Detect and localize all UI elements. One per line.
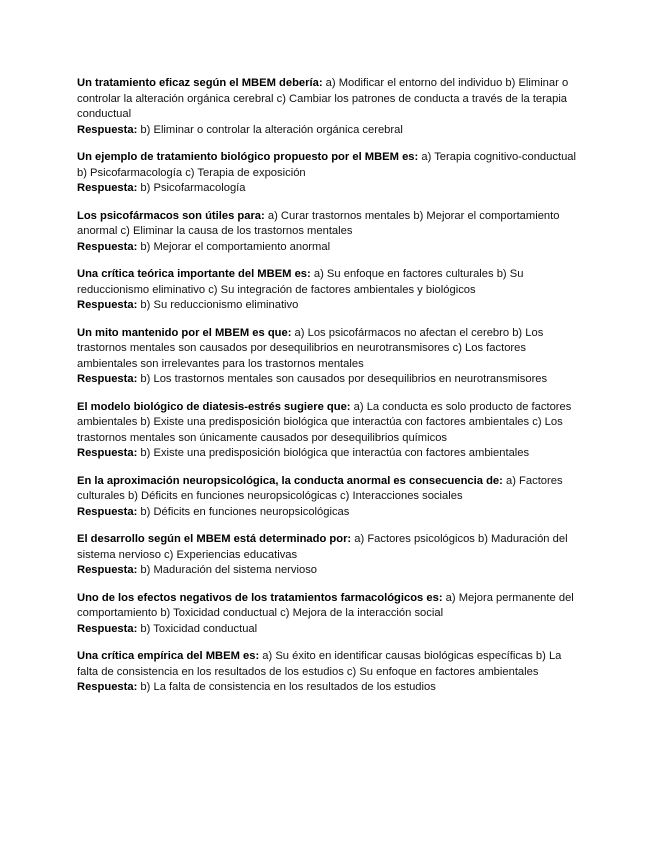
- question-title: En la aproximación neuropsicológica, la conducta anormal es consecuencia de:: [77, 474, 503, 487]
- answer-text: b) Su reduccionismo eliminativo: [140, 299, 299, 311]
- answer-text: b) Psicofarmacología: [140, 182, 246, 194]
- question-options: a) Factores culturales b) Déficits en funciones neuropsicológicas c) Interacciones sociales: [77, 474, 563, 502]
- answer-text: b) Maduración del sistema nervioso: [140, 564, 318, 576]
- answer-label: Respuesta:: [77, 299, 138, 311]
- question-block-6: [77, 400, 577, 462]
- answer-line: [77, 123, 577, 139]
- question-text: [77, 400, 577, 447]
- answer-text: b) La falta de consistencia en los resultados de los estudios: [140, 681, 436, 693]
- question-block-8: [77, 532, 577, 579]
- question-block-1: [77, 76, 577, 138]
- answer-label: Respuesta:: [77, 505, 138, 518]
- question-text: [77, 209, 577, 240]
- answer-label: Respuesta:: [77, 373, 138, 385]
- document-page: [77, 76, 577, 708]
- answer-label: Respuesta:: [77, 240, 138, 253]
- answer-label: Respuesta:: [77, 681, 138, 693]
- answer-label: Respuesta:: [77, 622, 138, 635]
- answer-text: b) Toxicidad conductual: [140, 622, 258, 635]
- question-block-5: [77, 326, 577, 388]
- answer-line: [77, 372, 577, 388]
- question-text: [77, 76, 577, 123]
- question-options: a) Mejora permanente del comportamiento b) Toxicidad conductual c) Mejora de la interacción social: [77, 591, 574, 619]
- answer-label: Respuesta:: [77, 123, 138, 136]
- question-options: a) La conducta es solo producto de factores ambientales b) Existe una predisposición biológica que interactúa con factores ambientales c) Los trastornos mentales son únicamente causados por desequilibrios químicos: [77, 400, 572, 444]
- question-options: a) Factores psicológicos b) Maduración del sistema nervioso c) Experiencias educativas: [77, 533, 568, 561]
- question-title: Los psicofármacos son útiles para:: [77, 209, 265, 222]
- answer-text: b) Déficits en funciones neuropsicológicas: [140, 505, 350, 518]
- question-text: [77, 267, 577, 298]
- question-options: a) Su enfoque en factores culturales b) Su reduccionismo eliminativo c) Su integración de factores ambientales y biológicos: [77, 268, 524, 296]
- question-title: Un mito mantenido por el MBEM es que:: [77, 326, 292, 339]
- question-block-3: [77, 209, 577, 256]
- answer-text: b) Mejorar el comportamiento anormal: [140, 240, 331, 253]
- answer-line: [77, 622, 577, 638]
- question-title: Un ejemplo de tratamiento biológico propuesto por el MBEM es:: [77, 151, 419, 163]
- question-text: [77, 474, 577, 505]
- question-title: El modelo biológico de diatesis-estrés sugiere que:: [77, 400, 351, 413]
- question-text: [77, 649, 577, 680]
- question-options: a) Los psicofármacos no afectan el cerebro b) Los trastornos mentales son causados por desequilibrios en neurotransmisores c) Los factores ambientales son irrelevantes para los trastornos mentales: [77, 326, 544, 370]
- question-title: Uno de los efectos negativos de los tratamientos farmacológicos es:: [77, 591, 443, 604]
- answer-label: Respuesta:: [77, 564, 138, 576]
- question-options: a) Su éxito en identificar causas biológicas específicas b) La falta de consistencia en los resultados de los estudios c) Su enfoque en factores ambientales: [77, 650, 562, 678]
- question-text: [77, 326, 577, 373]
- answer-text: b) Existe una predisposición biológica que interactúa con factores ambientales: [140, 447, 530, 459]
- answer-text: b) Eliminar o controlar la alteración orgánica cerebral: [140, 123, 403, 136]
- question-block-9: [77, 591, 577, 638]
- answer-line: [77, 298, 577, 314]
- answer-line: [77, 181, 577, 197]
- question-text: [77, 532, 577, 563]
- answer-label: Respuesta:: [77, 447, 138, 459]
- answer-line: [77, 505, 577, 521]
- question-title: Un tratamiento eficaz según el MBEM debería:: [77, 77, 323, 89]
- question-block-2: [77, 150, 577, 197]
- question-title: Una crítica empírica del MBEM es:: [77, 650, 260, 662]
- question-title: Una crítica teórica importante del MBEM es:: [77, 268, 311, 280]
- question-block-4: [77, 267, 577, 314]
- answer-text: b) Los trastornos mentales son causados por desequilibrios en neurotransmisores: [140, 373, 548, 385]
- question-title: El desarrollo según el MBEM está determinado por:: [77, 533, 352, 545]
- question-options: a) Modificar el entorno del individuo b) Eliminar o controlar la alteración orgánica cerebral c) Cambiar los patrones de conducta a través de la terapia conductual: [77, 77, 569, 120]
- question-block-7: [77, 474, 577, 521]
- answer-line: [77, 446, 577, 462]
- answer-line: [77, 680, 577, 696]
- question-options: a) Terapia cognitivo-conductual b) Psicofarmacología c) Terapia de exposición: [77, 151, 577, 179]
- question-options: a) Curar trastornos mentales b) Mejorar el comportamiento anormal c) Eliminar la causa de los trastornos mentales: [77, 209, 560, 237]
- answer-label: Respuesta:: [77, 182, 138, 194]
- question-block-10: [77, 649, 577, 696]
- question-text: [77, 150, 577, 181]
- question-text: [77, 591, 577, 622]
- answer-line: [77, 563, 577, 579]
- answer-line: [77, 240, 577, 256]
